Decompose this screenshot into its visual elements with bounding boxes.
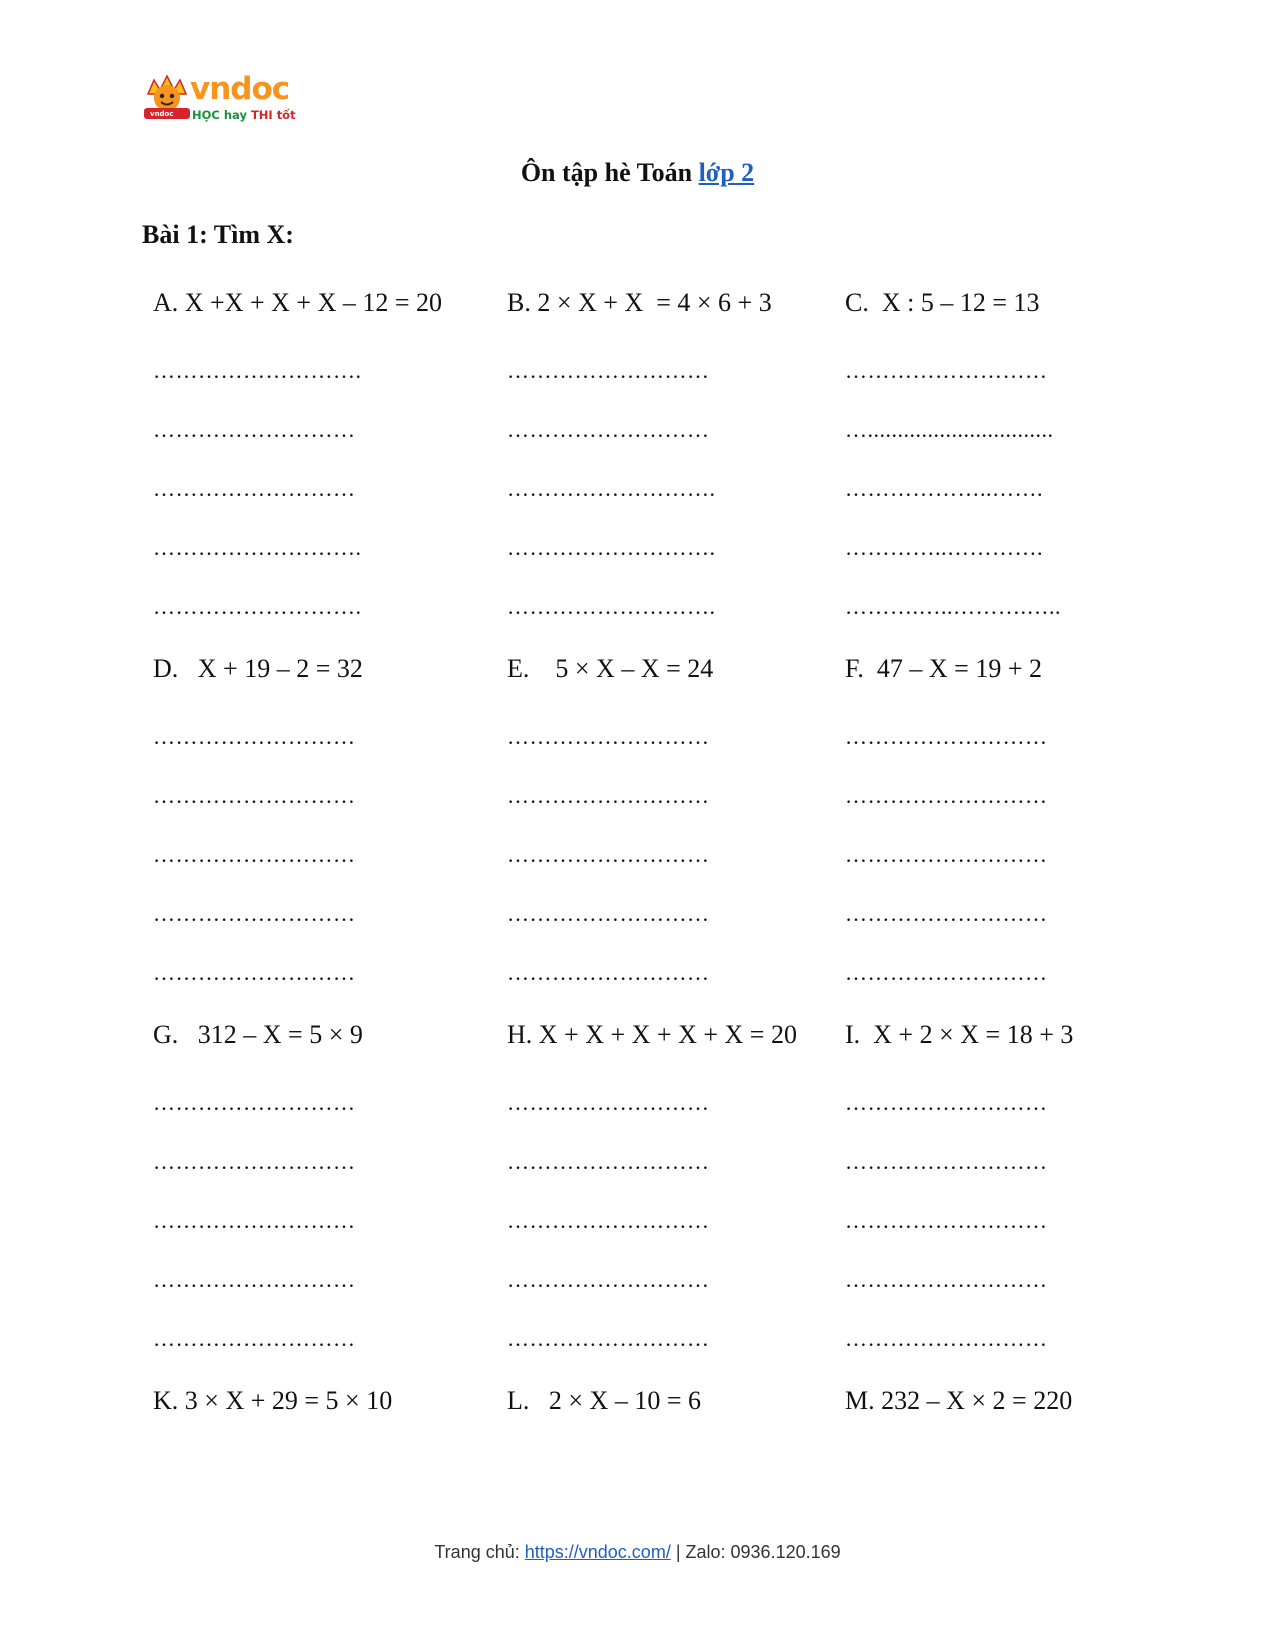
answer-line[interactable]: ………………………	[507, 1090, 710, 1115]
answer-lines	[845, 707, 1048, 1002]
answer-line[interactable]: ………………………	[153, 724, 356, 749]
problem-cell	[845, 1383, 1072, 1419]
answer-line[interactable]: ………………………	[507, 1267, 710, 1292]
problem-cell	[507, 1383, 701, 1419]
answer-line[interactable]: ………………………	[845, 1090, 1048, 1115]
problem-equation: M. 232 – X × 2 = 220	[845, 1386, 1073, 1415]
answer-line[interactable]: ………………………	[845, 842, 1048, 867]
tagline-part-1: HỌC hay	[192, 108, 251, 122]
answer-line[interactable]: ……………………….	[507, 594, 716, 619]
answer-line[interactable]: ………………………	[507, 1326, 710, 1351]
exercise-grid	[153, 285, 1153, 1443]
vndoc-logo[interactable]	[142, 72, 302, 128]
answer-lines	[507, 341, 772, 636]
problem-equation: L. 2 × X – 10 = 6	[507, 1386, 701, 1415]
answer-line[interactable]: ………………..…….	[845, 476, 1043, 501]
answer-line[interactable]: ………………………	[845, 901, 1048, 926]
answer-line[interactable]: ……………………….	[153, 535, 362, 560]
answer-line[interactable]: ………………………	[507, 1149, 710, 1174]
logo-wordmark: vndoc	[190, 71, 290, 107]
problem-cell	[153, 1017, 363, 1368]
logo-badge-text: vndoc	[150, 110, 174, 118]
problem-equation: B. 2 × X + X = 4 × 6 + 3	[507, 288, 772, 317]
answer-line[interactable]: …………..………….	[845, 535, 1043, 560]
title-grade-link[interactable]: lớp 2	[698, 158, 755, 187]
answer-line[interactable]: ………………………	[507, 724, 710, 749]
problem-row	[153, 651, 1153, 1017]
answer-line[interactable]: ………………………	[507, 901, 710, 926]
answer-line[interactable]: ………………………	[507, 1208, 710, 1233]
answer-line[interactable]: ………………………	[153, 783, 356, 808]
page-title	[0, 156, 1275, 190]
problem-equation: F. 47 – X = 19 + 2	[845, 654, 1042, 683]
logo-tagline	[192, 108, 296, 122]
problem-cell	[153, 651, 363, 1002]
problem-equation: A. X +X + X + X – 12 = 20	[153, 288, 443, 317]
answer-line[interactable]: ……….…..……….…..	[845, 594, 1061, 619]
answer-line[interactable]: ………………………	[845, 1326, 1048, 1351]
answer-line[interactable]: ………………………	[153, 1326, 356, 1351]
page-footer	[0, 1542, 1275, 1563]
answer-lines	[153, 707, 363, 1002]
problem-cell	[845, 651, 1048, 1002]
answer-line[interactable]: ………………………	[153, 842, 356, 867]
answer-line[interactable]: ………………………	[845, 1208, 1048, 1233]
answer-line[interactable]: ……………………….	[507, 476, 716, 501]
problem-cell	[153, 285, 442, 636]
answer-line[interactable]: ………………………	[845, 1149, 1048, 1174]
problem-equation: I. X + 2 × X = 18 + 3	[845, 1020, 1074, 1049]
answer-lines	[153, 341, 442, 636]
exercise-heading: Bài 1: Tìm X:	[142, 220, 294, 249]
problem-equation: C. X : 5 – 12 = 13	[845, 288, 1040, 317]
problem-cell	[845, 1017, 1073, 1368]
problem-equation: K. 3 × X + 29 = 5 × 10	[153, 1386, 393, 1415]
answer-line[interactable]: ……………………….	[507, 535, 716, 560]
answer-line[interactable]: ………………………	[507, 960, 710, 985]
answer-lines	[153, 1073, 363, 1368]
problem-cell	[845, 285, 1061, 636]
problem-equation: E. 5 × X – X = 24	[507, 654, 714, 683]
answer-line[interactable]: ………………………	[845, 783, 1048, 808]
problem-row	[153, 285, 1153, 651]
problem-row	[153, 1017, 1153, 1383]
answer-lines	[845, 341, 1061, 636]
answer-line[interactable]: ………………………	[845, 960, 1048, 985]
answer-line[interactable]: ………………………	[153, 1208, 356, 1233]
answer-line[interactable]: ………………………	[153, 417, 356, 442]
title-text: Ôn tập hè Toán	[520, 158, 699, 187]
footer-contact: | Zalo: 0936.120.169	[670, 1542, 841, 1562]
footer-homepage-link[interactable]: https://vndoc.com/	[524, 1542, 671, 1562]
answer-line[interactable]: ……………………….	[153, 358, 362, 383]
answer-line[interactable]: ………………………	[845, 358, 1048, 383]
problem-equation: G. 312 – X = 5 × 9	[153, 1020, 363, 1049]
problem-cell	[507, 285, 772, 636]
tagline-part-2: THI tốt	[250, 108, 296, 122]
problem-cell	[507, 651, 713, 1002]
answer-line[interactable]: ………………………	[153, 476, 356, 501]
answer-line[interactable]: ………………………	[507, 842, 710, 867]
answer-line[interactable]: ………………………	[153, 960, 356, 985]
problem-equation: D. X + 19 – 2 = 32	[153, 654, 363, 683]
answer-line[interactable]: ………………………	[507, 783, 710, 808]
problem-row	[153, 1383, 1153, 1443]
answer-line[interactable]: ………………………	[507, 417, 710, 442]
answer-lines	[845, 1073, 1073, 1368]
answer-line[interactable]: ………………………	[153, 1149, 356, 1174]
problem-cell	[507, 1017, 797, 1368]
answer-line[interactable]: ……………………….	[153, 594, 362, 619]
answer-line[interactable]: ………………………	[507, 358, 710, 383]
footer-prefix: Trang chủ:	[434, 1542, 525, 1562]
answer-line[interactable]: ………………………	[153, 901, 356, 926]
problem-cell	[153, 1383, 392, 1419]
answer-lines	[507, 707, 713, 1002]
answer-line[interactable]: …...............................	[845, 417, 1054, 442]
answer-line[interactable]: ………………………	[845, 1267, 1048, 1292]
answer-line[interactable]: ………………………	[845, 724, 1048, 749]
answer-line[interactable]: ………………………	[153, 1267, 356, 1292]
problem-equation: H. X + X + X + X + X = 20	[507, 1020, 797, 1049]
answer-lines	[507, 1073, 797, 1368]
answer-line[interactable]: ………………………	[153, 1090, 356, 1115]
